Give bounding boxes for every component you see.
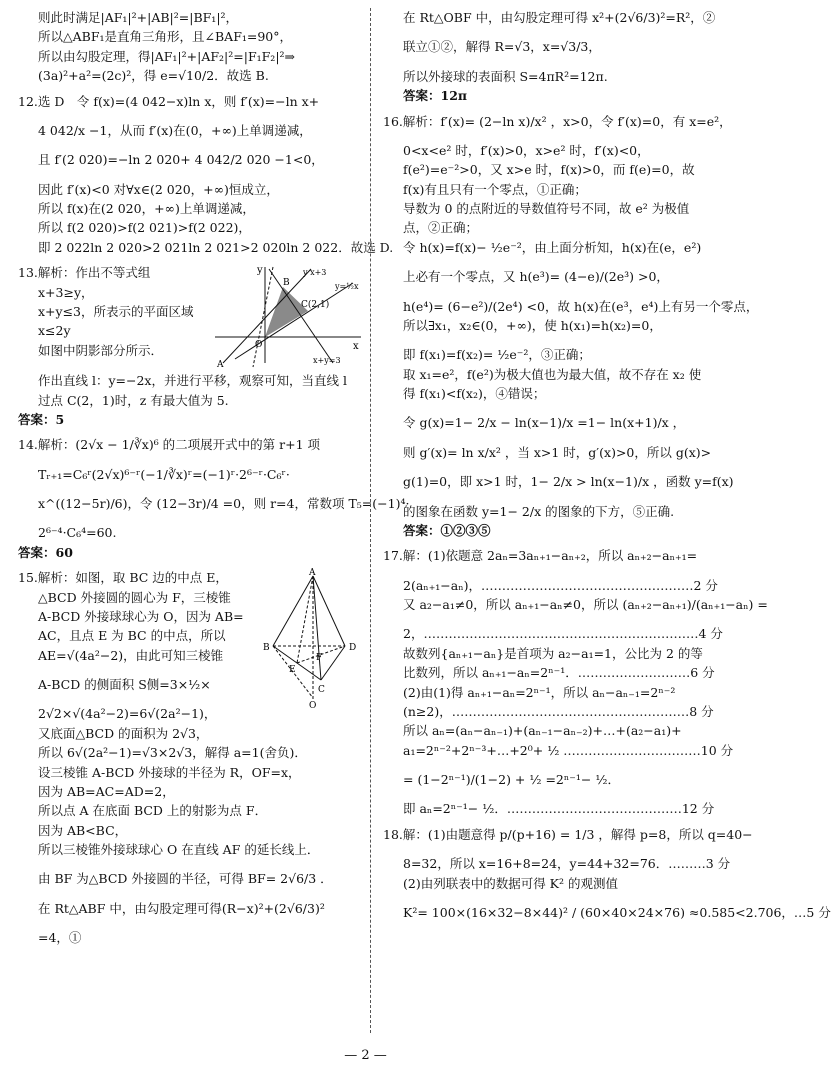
text-line: 在 Rt△OBF 中，由勾股定理可得 x²+(2√6/3)²=R²，②	[403, 10, 716, 25]
solution-15-continued	[383, 8, 718, 86]
text-line: 则此时满足|AF₁|²+|AB|²=|BF₁|²，	[38, 10, 239, 25]
text-line: 2⁶⁻⁴·C₆⁴=60.	[38, 525, 117, 541]
text-line: 17.解：(1)依题意 2aₙ=3aₙ₊₁−aₙ₊₂，所以 aₙ₊₂−aₙ₊₁=	[383, 548, 698, 564]
fig15-label-o: O	[309, 701, 317, 712]
text-line: 14.解析：(2√x − 1/∛x)⁶ 的二项展开式中的第 r+1 项	[18, 437, 321, 453]
right-column	[383, 8, 831, 922]
fig15-label-f: F	[316, 653, 323, 664]
solution-13-rest	[18, 371, 363, 410]
text-line: 因为 AB=AC=AD=2，	[38, 783, 175, 799]
text-line: 所以∃x₁，x₂∈(0，+∞)，使 h(x₁)=h(x₂)=0，	[403, 317, 662, 333]
left-column	[18, 8, 410, 948]
text-line: x+y≤3，所表示的平面区域	[38, 303, 194, 319]
text-line: AC，且点 E 为 BC 的中点，所以	[38, 628, 226, 644]
text-line: 所以 aₙ=(aₙ−aₙ₋₁)+(aₙ₋₁−aₙ₋₂)+…+(a₂−a₁)+	[403, 723, 682, 739]
text-line: (n≥2)，…………………………………………………8 分	[403, 703, 714, 719]
text-line: 12.选 D 令 f(x)=(4 042−x)ln x，则 f′(x)=−ln x+	[18, 93, 320, 109]
text-line: 即 2 022ln 2 020>2 021ln 2 021>2 020ln 2 022．故选 D.	[38, 239, 394, 255]
text-line: 设三棱锥 A-BCD 外接球的半径为 R，OF=x，	[38, 764, 301, 780]
text-line: 13.解析：作出不等式组	[18, 265, 151, 281]
solution-15	[18, 568, 363, 724]
text-line: 又 a₂−a₁≠0，所以 aₙ₊₁−aₙ≠0，所以 (aₙ₊₂−aₙ₊₁)/(aₙ₊₁−aₙ) =	[403, 597, 768, 612]
fig-label-l1: y x+3	[303, 268, 327, 278]
text-line: Tᵣ₊₁=C₆ʳ(2√x)⁶⁻ʳ(−1/∛x)ʳ=(−1)ʳ·2⁶⁻ʳ·C₆ʳ·	[38, 466, 290, 482]
text-line: 的图象在函数 y=1− 2/x 的图象的下方，⑤正确.	[403, 503, 675, 519]
text-line: 因为 AB<BC，	[38, 822, 128, 838]
text-line: △BCD 外接圆的圆心为 F，三棱锥	[38, 589, 231, 605]
text-line: 所以点 A 在底面 BCD 上的射影为点 F．	[38, 803, 268, 819]
text-line: g(1)=0，即 x>1 时，1− 2/x > ln(x−1)/x ，函数 y=f(x)	[403, 474, 734, 490]
fig15-label-c: C	[318, 685, 325, 696]
text-line: AE=√(4a²−2)，由此可知三棱锥	[38, 647, 224, 663]
fig-label-l2: y=½x	[335, 282, 359, 292]
text-line: 2，…………………………………………………………4 分	[403, 626, 723, 642]
solution-12	[18, 92, 394, 258]
text-line: 4 042/x −1，从而 f′(x)在(0，+∞)上单调递减，	[38, 122, 312, 138]
page-number: — 2 —	[344, 1048, 387, 1063]
text-line: 即 f(x₁)=f(x₂)= ½e⁻²，③正确；	[403, 347, 591, 363]
text-line: (2)由列联表中的数据可得 K² 的观测值	[403, 875, 619, 891]
fig-label-y: y	[257, 265, 263, 277]
solution-15-rest	[18, 724, 363, 948]
text-line: 所以由勾股定理，得|AF₁|²+|AF₂|²=|F₁F₂|²⇒	[38, 48, 296, 64]
fig15-label-e: E	[289, 665, 296, 676]
fig15-label-a: A	[309, 568, 316, 579]
text-line: 上必有一个零点，又 h(e³)= (4−e)/(2e³) >0，	[403, 269, 669, 285]
text-line: 所以△ABF₁是直角三角形，且∠BAF₁=90°，	[38, 29, 293, 45]
text-line: 2√2×√(4a²−2)=6√(2a²−1)，	[38, 706, 217, 722]
text-line: 所以 f(x)在(2 020，+∞)上单调递减，	[38, 201, 255, 216]
text-line: A-BCD 的侧面积 S侧=3×½×	[38, 677, 211, 692]
text-line: 2(aₙ₊₁−aₙ)，……………………………………………2 分	[403, 577, 718, 593]
answer-14: 答案：60	[18, 544, 73, 560]
text-line: 导数为 0 的点附近的导数值符号不同，故 e² 为极值	[403, 201, 690, 216]
text-line: x≤2y	[38, 323, 71, 339]
text-line: K²= 100×(16×32−8×44)² / (60×40×24×76) ≈0.585<2.706，…5 分	[403, 904, 831, 920]
text-line: 在 Rt△ABF 中，由勾股定理可得(R−x)²+(2√6/3)²	[38, 900, 325, 916]
text-line: x^((12−5r)/6)，令 (12−3r)/4 =0，则 r=4，常数项 T₅=(−1)⁴·	[38, 496, 410, 511]
text-line: 8=32，所以 x=16+8=24，y=44+32=76．………3 分	[403, 856, 731, 872]
solution-14	[18, 435, 410, 543]
solution-13	[18, 263, 363, 371]
fig15-label-d: D	[349, 643, 357, 654]
answer-16: 答案：①②③⑤	[403, 522, 491, 538]
fig15-label-b: B	[263, 643, 270, 654]
text-line: 所以 f(2 020)>f(2 021)>f(2 022)，	[38, 220, 251, 236]
line-b	[235, 283, 353, 359]
text-line: 即 aₙ=2ⁿ⁻¹− ½．……………………………………12 分	[403, 801, 715, 817]
text-line: 则 g′(x)= ln x/x² ，当 x>1 时，g′(x)>0，所以 g(x)>	[403, 444, 712, 460]
text-line: 比数列，所以 aₙ₊₁−aₙ=2ⁿ⁻¹．………………………6 分	[403, 665, 715, 681]
solution-16	[383, 112, 759, 521]
text-line: 16.解析：f′(x)= (2−ln x)/x² ，x>0，令 f′(x)=0，有 x=e²，	[383, 113, 732, 129]
linear-programming-figure	[213, 263, 363, 371]
solution-18	[383, 825, 831, 923]
text-line: 又底面△BCD 的面积为 2√3，	[38, 725, 209, 741]
text-line: (2)由(1)得 aₙ₊₁−aₙ=2ⁿ⁻¹，所以 aₙ−aₙ₋₁=2ⁿ⁻²	[403, 684, 676, 700]
text-line: 且 f′(2 020)=−ln 2 020+ 4 042/2 020 −1<0，	[38, 152, 324, 168]
text-line: 18.解：(1)由题意得 p/(p+16) = 1/3 ，解得 p=8，所以 q=40−	[383, 826, 753, 842]
text-line: = (1−2ⁿ⁻¹)/(1−2) + ½ =2ⁿ⁻¹− ½．	[403, 772, 620, 787]
solution-11-tail	[18, 8, 363, 86]
line-l	[253, 267, 273, 367]
solution-13-text	[18, 263, 213, 360]
column-divider	[370, 8, 371, 1033]
solution-15-text	[18, 568, 263, 724]
text-line: f(x)有且只有一个零点，①正确；	[403, 181, 587, 197]
fig-label-a: A	[217, 360, 224, 371]
solution-17	[383, 546, 768, 819]
text-line: (3a)²+a²=(2c)²，得 e=√10/2．故选 B.	[38, 68, 269, 84]
tetrahedron-figure	[263, 568, 363, 712]
text-line: 因此 f′(x)<0 对∀x∈(2 020，+∞)恒成立，	[38, 181, 279, 197]
text-line: h(e⁴)= (6−e²)/(2e⁴) <0，故 h(x)在(e³，e⁴)上有另一个零点，	[403, 298, 759, 314]
text-line: 如图中阴影部分所示．	[38, 342, 164, 358]
fig-label-b: B	[283, 278, 290, 289]
text-line: 令 g(x)=1− 2/x − ln(x−1)/x =1− ln(x+1)/x ，	[403, 415, 686, 431]
answer-13: 答案：5	[18, 411, 65, 427]
text-line: x+3≥y，	[38, 284, 94, 300]
text-line: 由 BF 为△BCD 外接圆的半径，可得 BF= 2√6/3 ．	[38, 871, 333, 887]
text-line: 所以外接球的表面积 S=4πR²=12π.	[403, 68, 608, 84]
fig-label-l3: x+y=3	[313, 356, 341, 366]
text-line: f(e²)=e⁻²>0，又 x>e 时，f(x)>0，而 f(e)=0，故	[403, 162, 695, 178]
text-line: 0<x<e² 时，f′(x)>0，x>e² 时，f′(x)<0，	[403, 142, 650, 158]
text-line: =4，①	[38, 930, 82, 946]
text-line: 作出直线 l：y=−2x，并进行平移，观察可知，当直线 l	[38, 373, 347, 389]
text-line: 所以三棱锥外接球球心 O 在直线 AF 的延长线上．	[38, 842, 320, 857]
answer-15: 答案：12π	[403, 88, 468, 104]
fig-label-x: x	[353, 341, 359, 353]
fig-label-o: O	[255, 340, 263, 351]
text-line: A-BCD 外接球球心为 O，因为 AB=	[38, 608, 244, 624]
text-line: 得 f(x₁)<f(x₂)，④错误；	[403, 386, 546, 401]
text-line: a₁=2ⁿ⁻²+2ⁿ⁻³+…+2⁰+ ½ ……………………………10 分	[403, 742, 734, 758]
text-line: 联立①②，解得 R=√3，x=√3/3，	[403, 39, 601, 55]
text-line: 点，②正确；	[403, 220, 479, 236]
text-line: 过点 C(2，1)时，z 有最大值为 5.	[38, 392, 229, 408]
text-line: 取 x₁=e²，f(e²)为极大值也为最大值，故不存在 x₂ 使	[403, 366, 702, 382]
text-line: 15.解析：如图，取 BC 边的中点 E，	[18, 570, 228, 586]
text-line: 故数列{aₙ₊₁−aₙ}是首项为 a₂−a₁=1，公比为 2 的等	[403, 645, 703, 661]
fig-label-c: C(2,1)	[301, 300, 330, 311]
text-line: 令 h(x)=f(x)− ½e⁻²，由上面分析知，h(x)在(e，e²)	[403, 239, 702, 255]
text-line: 所以 6√(2a²−1)=√3×2√3，解得 a=1(舍负)．	[38, 745, 307, 761]
